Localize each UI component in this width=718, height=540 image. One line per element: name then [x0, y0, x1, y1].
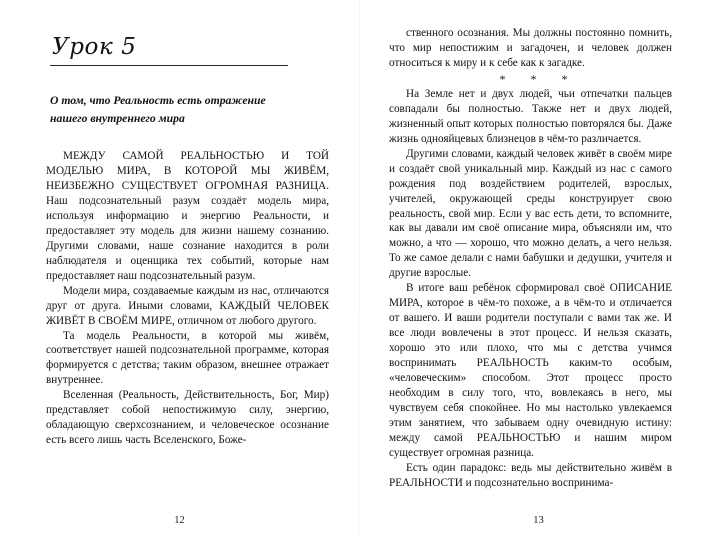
paragraph: Есть один парадокс: ведь мы действительно живём в РЕАЛЬНОСТИ и подсознательно воспринима-: [389, 461, 672, 489]
paragraph: В итоге ваш ребёнок сформировал своё ОПИСАНИЕ МИРА, которое в чём-то похоже, а в чём-то и отличается от вашего. И ваши родители поступали с вами так же. И все люди вовлечены в этот процесс. И нельзя сказать, хорошо это или плохо, что мы с детства учимся воспринимать РЕАЛЬНОСТЬ каким-то особым, «человеческим» способом. Этот процесс просто необходим в силу того, что, вовлекаясь в него, мы чувствуем себя спокойнее. Но мы настолько увлекаемся этим занятием, что забываем одну очевидную истину: между самой РЕАЛЬНОСТЬЮ и нашим миром существует огромная разница.: [389, 282, 672, 459]
page-number-left: 12: [174, 515, 185, 526]
left-body-text: [46, 149, 329, 448]
paragraph: Вселенная (Реальность, Действительность, Бог, Мир) представляет собой непостижимую силу, энергию, обладающую сверхсознанием, и человеческое осознание есть всего лишь часть Вселенского, Боже-: [46, 389, 329, 447]
right-body-text: [389, 26, 672, 491]
title-divider: [50, 65, 288, 66]
section-separator: * * *: [499, 71, 579, 86]
paragraph: ственного осознания. Мы должны постоянно помнить, что мир непостижим и загадочен, и человек должен относиться к миру и к себе как к загадке.: [389, 27, 672, 69]
paragraph: Та модель Реальности, в которой мы живём, соответствует нашей подсознательной программе, которая формируется с детства; таким образом, внешнее отражает внутреннее.: [46, 329, 329, 387]
paragraph: МЕЖДУ САМОЙ РЕАЛЬНОСТЬЮ И ТОЙ МОДЕЛЬЮ МИРА, В КОТОРОЙ МЫ ЖИВЁМ, НЕИЗБЕЖНО СУЩЕСТВУЕТ ОГРОМНАЯ РАЗНИЦА. Наш подсознательный разум создаёт модель мира, используя информацию и энергию Реальности, и предоставляет эту модель для жизни нашему сознанию. Другими словами, наше сознание находится в роли наблюдателя и оценщика тех событий, которые нам предоставляет наш подсознательный разум.: [46, 150, 329, 282]
lesson-heading: Урок 5: [52, 34, 137, 60]
page-number-right: 13: [533, 515, 544, 526]
paragraph: Другими словами, каждый человек живёт в своём мире и создаёт свой уникальный мир. Каждый из нас с самого рождения под воздействием родителей, взрослых, учителей, окружающей среды конструирует свою реальность, свой мир. Если у вас есть дети, то вспомните, как вы давали им своё описание мира, объясняли им, что можно, а что — хорошо, что можно делать, а чего нельзя. То же самое делали с нами бабушки и дедушки, учителя и другие взрослые.: [389, 147, 672, 280]
paragraph: На Земле нет и двух людей, чьи отпечатки пальцев совпадали бы полностью. Также нет и двух людей, жизненный опыт которых полностью повторялся бы. Даже жизнь однояйцевых близнецов в чём-то различается.: [389, 87, 672, 145]
page-right: [359, 0, 718, 540]
paragraph: Модели мира, создаваемые каждым из нас, отличаются друг от друга. Иными словами, КАЖДЫЙ ЧЕЛОВЕК ЖИВЁТ В СВОЁМ МИРЕ, отличном от любого другого.: [46, 284, 329, 327]
lesson-subtitle: О том, что Реальность есть отражение нашего внутреннего мира: [50, 94, 266, 125]
